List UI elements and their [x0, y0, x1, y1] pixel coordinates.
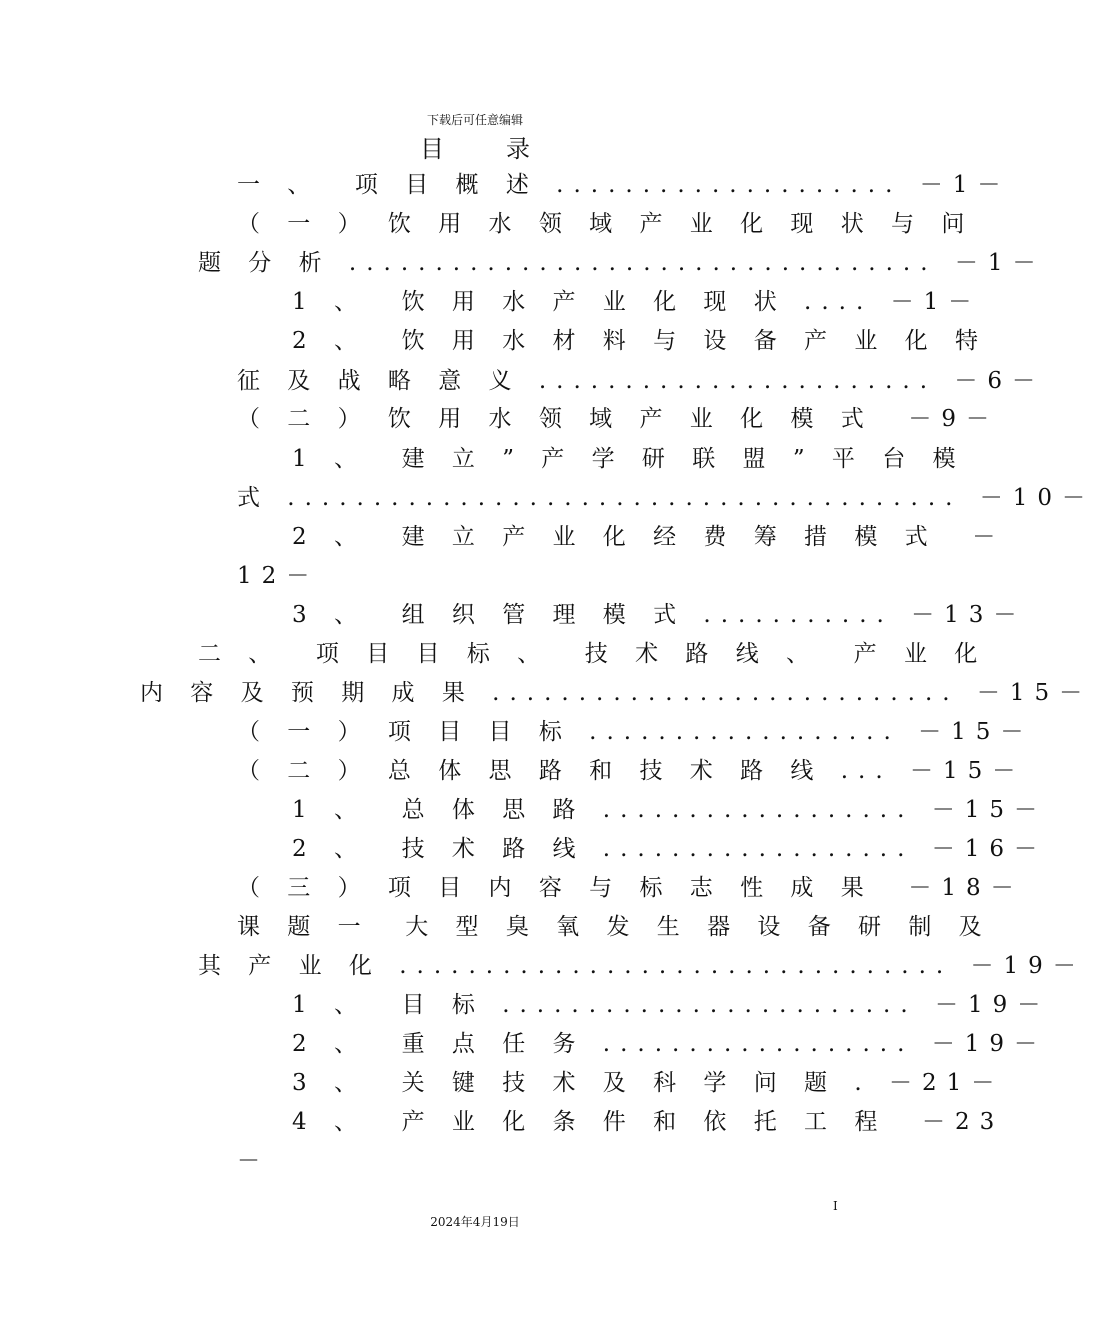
toc-title	[0, 129, 950, 164]
toc-line[interactable]: （ 一 ） 饮 用 水 领 域 产 业 化 现 状 与 问	[237, 211, 975, 237]
toc-line[interactable]: 题 分 析 .................................. －1－	[198, 250, 1046, 276]
page-number: I	[833, 1199, 838, 1213]
toc-line[interactable]: 1 、 目 标 ........................ －19－	[292, 992, 1051, 1018]
toc-title-left: 目	[420, 135, 444, 163]
footer-date: 2024年4月19日	[430, 1215, 520, 1229]
toc-line[interactable]: 1 、 饮 用 水 产 业 化 现 状 .... －1－	[292, 289, 982, 315]
toc-line[interactable]: 式 ....................................... －10－	[237, 485, 1095, 511]
toc-line[interactable]: （ 二 ） 饮 用 水 领 域 产 业 化 模 式 －9－	[237, 406, 999, 432]
toc-line[interactable]: 2 、 技 术 路 线 .................. －16－	[292, 836, 1047, 862]
toc-line[interactable]: 2 、 建 立 产 业 化 经 费 筹 措 模 式 －	[292, 524, 1006, 550]
toc-line[interactable]: 3 、 组 织 管 理 模 式 ........... －13－	[292, 602, 1027, 628]
toc-line[interactable]: 1 、 总 体 思 路 .................. －15－	[292, 797, 1047, 823]
toc-line[interactable]: 3 、 关 键 技 术 及 科 学 问 题 . －21－	[292, 1070, 1005, 1096]
toc-title-right: 录	[506, 135, 530, 163]
toc-line[interactable]: 4 、 产 业 化 条 件 和 依 托 工 程 －23	[292, 1109, 1005, 1135]
toc-line[interactable]: 2 、 重 点 任 务 .................. －19－	[292, 1031, 1047, 1057]
header-note: 下载后可任意编辑	[426, 113, 523, 127]
toc-line[interactable]: 12－	[237, 563, 320, 589]
toc-line[interactable]: 课 题 一 大 型 臭 氧 发 生 器 设 备 研 制 及	[237, 914, 992, 940]
toc-line[interactable]: 一 、 项 目 概 述 .................... －1－	[237, 172, 1011, 198]
toc-line[interactable]: （ 一 ） 项 目 目 标 .................. －15－	[237, 719, 1034, 745]
toc-line[interactable]: 2 、 饮 用 水 材 料 与 设 备 产 业 化 特	[292, 328, 988, 354]
toc-line[interactable]: （ 二 ） 总 体 思 路 和 技 术 路 线 ... －15－	[237, 758, 1026, 784]
toc-line[interactable]: （ 三 ） 项 目 内 容 与 标 志 性 成 果 －18－	[237, 875, 1024, 901]
toc-line[interactable]: 二 、 项 目 目 标 、 技 术 路 线 、 产 业 化	[198, 641, 988, 667]
toc-line[interactable]: 1 、 建 立 ” 产 学 研 联 盟 ” 平 台 模	[292, 446, 966, 472]
toc-line[interactable]: 其 产 业 化 ................................ －19－	[198, 953, 1086, 979]
toc-line[interactable]: 征 及 战 略 意 义 ....................... －6－	[237, 368, 1045, 394]
toc-line[interactable]: 内 容 及 预 期 成 果 ........................... －15－	[140, 680, 1093, 706]
toc-line[interactable]: －	[237, 1148, 270, 1174]
